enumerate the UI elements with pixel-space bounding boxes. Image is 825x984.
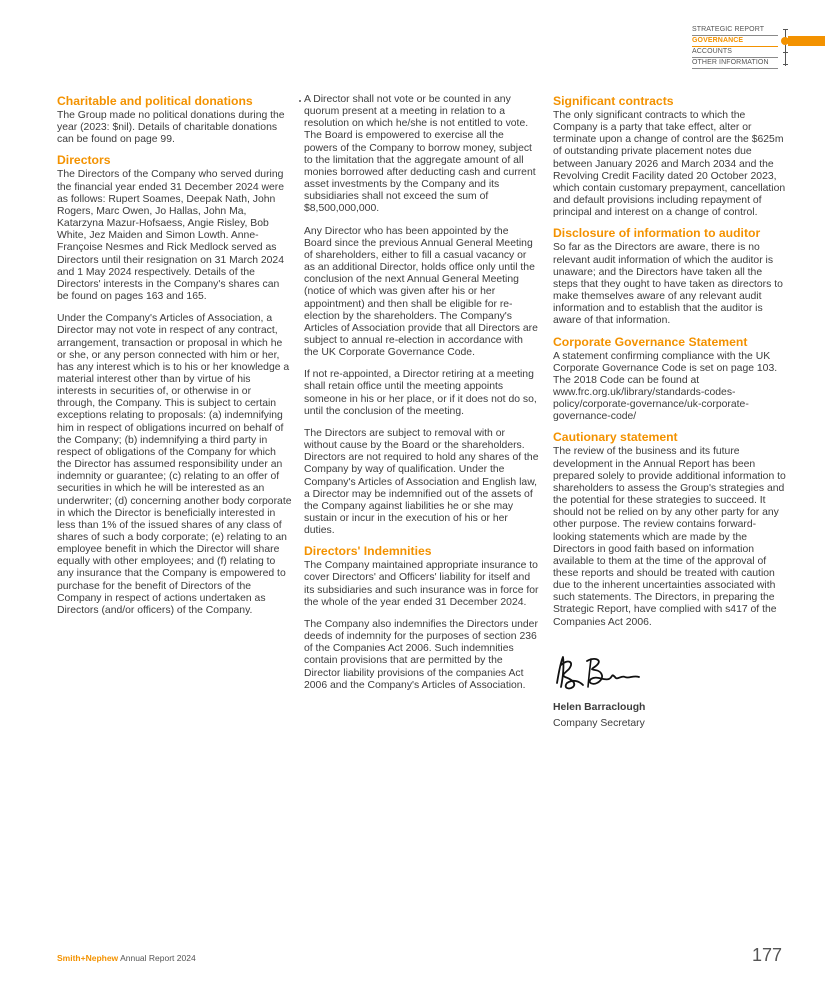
nav-strategic-report[interactable]: STRATEGIC REPORT bbox=[692, 25, 778, 36]
nav-accounts[interactable]: ACCOUNTS bbox=[692, 47, 778, 58]
footer-brand: Smith+Nephew bbox=[57, 953, 119, 963]
nav-tick bbox=[783, 29, 788, 30]
column-right bbox=[553, 94, 788, 730]
significant-contracts-heading: Significant contracts bbox=[553, 94, 674, 108]
governance-statement-text: A statement confirming compliance with the UK Corporate Governance Code is set on page 103. The 2018 Code can be found at www.frc.org.uk/library/standards-codes-policy/corporate-governance/uk-corporate-governance-code/ bbox=[553, 350, 778, 423]
page-number: 177 bbox=[752, 945, 783, 965]
voting-borrowing-paragraph: A Director shall not vote or be counted in any quorum present at a meeting in relation to a resolution on which he/she is not entitled to vote. The Board is empowered to exercise all the powers of the Company to borrow money, subject to the limitation that the aggregate amount of all monies borrowed after deducting cash and current asset investments by the Company and its subsidiaries shall not exceed the sum of $8,500,000,000. bbox=[304, 94, 536, 215]
bullet-dot bbox=[299, 100, 301, 102]
indemnities-deeds-paragraph: The Company also indemnifies the Directors under deeds of indemnity for the purposes of section 236 of the Companies Act 2006. Such indemnities contain provisions that are permitted by the Director liability provisions of the companies Act 2006 and the Company's Articles of Association. bbox=[304, 618, 538, 691]
governance-statement-heading: Corporate Governance Statement bbox=[553, 334, 748, 349]
signer-name: Helen Barraclough bbox=[553, 701, 646, 713]
nav-other-information[interactable]: OTHER INFORMATION bbox=[692, 58, 778, 69]
signature-icon bbox=[553, 653, 645, 695]
signer-role: Company Secretary bbox=[553, 717, 645, 729]
significant-contracts-text: The only significant contracts to which the Company is a party that take effect, alter or terminate upon a change of control are the $625m of outstanding private placement notes due between January 2026 and March 2034 and the Revolving Credit Facility dated 20 October 2023, which contain customary prepayment, cancellation and default provisions including repayment of principal and interest on a change of control. bbox=[553, 110, 786, 219]
cautionary-statement-text: The review of the business and its future development in the Annual Report has been prepared solely to provide additional information to shareholders to assess the Group's strategies and the potential for these strategies to succeed. It should not be relied on by any other party for any other purpose. The review contains forward-looking statements which are made by the Directors in good faith based on information available to them at the time of the approval of these reports and should be treated with caution due to the inherent uncertainties associated with such statements. The Directors, in preparing the Strategic Report, have complied with s417 of the Companies Act 2006. bbox=[553, 446, 786, 628]
articles-paragraph: Under the Company's Articles of Association, a Director may not vote in respect of any contract, arrangement, transaction or proposal in which he or she, or any person connected with him or her, has any interest which is to his or her knowledge a material interest other than by virtue of his interests in securities of, or otherwise in or through, the Company. This is subject to certain exceptions relating to proposals: (a) indemnifying him in respect of obligations incurred on behalf of the Company; (b) indemnifying a third party in respect of obligations of the Company for which the Director has assumed responsibility under an indemnity or guarantee; (c) relating to an offer of securities in which he will be interested as an underwriter; (d) concerning another body corporate in which the Director is beneficially interested in less than 1% of the issued shares of any class of shares of such a body corporate; (e) relating to an employee benefit in which the Director will share equally with other employees; and (f) relating to any insurance that the Company is empowered to purchase for the benefit of Directors of the Company in respect of actions undertaken as Directors (and/or officers) of the Company. bbox=[57, 313, 292, 616]
appointment-paragraph: Any Director who has been appointed by the Board since the previous Annual General Meeting of shareholders, either to fill a casual vacancy or as an additional Director, holds office only until the conclusion of the next Annual General Meeting (notice of which was given after his or her appointment) and then shall be eligible for re-election by the shareholders. The Company's Articles of Association provide that all Directors are subject to annual re-election in accordance with the UK Corporate Governance Code. bbox=[304, 225, 538, 359]
charitable-donations-text: The Group made no political donations during the year (2023: $nil). Details of charitable donations can be found on page 99. bbox=[57, 110, 285, 146]
reappointment-paragraph: If not re-appointed, a Director retiring at a meeting shall retain office until the meeting appoints someone in his or her place, or if it does not do so, until the conclusion of the meeting. bbox=[304, 369, 537, 417]
column-middle bbox=[304, 94, 539, 702]
auditor-disclosure-heading: Disclosure of information to auditor bbox=[553, 226, 761, 241]
auditor-disclosure-text: So far as the Directors are aware, there is no relevant audit information of which the auditor is unaware; and the Directors have taken all the steps that they ought to have taken as directors to make themselves aware of any relevant audit information and to establish that the auditor is aware of that information. bbox=[553, 242, 783, 327]
nav-tick bbox=[783, 64, 788, 65]
directors-heading: Directors bbox=[57, 153, 111, 168]
charitable-donations-heading: Charitable and political donations bbox=[57, 94, 253, 108]
indemnities-heading: Directors' Indemnities bbox=[304, 544, 432, 559]
removal-paragraph: The Directors are subject to removal with or without cause by the Board or the shareholders. Directors are not required to hold any shares of the Company by way of qualification. Under the Company's Articles of Association and English law, a Director may be indemnified out of the assets of the Company against liabilities he or she may sustain or incur in the execution of his or her duties. bbox=[304, 427, 539, 537]
footer-report-name: Annual Report 2024 bbox=[120, 953, 196, 963]
column-left bbox=[57, 94, 292, 627]
directors-paragraph: The Directors of the Company who served during the financial year ended 31 December 2024 were as follows: Rupert Soames, Deepak Nath, John Rogers, Marc Owen, Jo Hallas, John Ma, Katarzyna Mazur-Hofsaess, Angie Risley, Bob White, Jez Maiden and Simon Lowth. Anne-Françoise Nesmes and Rick Medlock served as Directors until their resignation on 31 March 2024 and 1 May 2024 respectively. Details of the Directors' interests in the Company's shares can be found on pages 163 and 165. bbox=[57, 169, 285, 303]
section-navigator bbox=[692, 25, 778, 69]
signature-block bbox=[553, 653, 788, 730]
indemnities-insurance-paragraph: The Company maintained appropriate insurance to cover Directors' and Officers' liability for itself and its subsidiaries and such insurance was in force for the whole of the year ended 31 December 2024. bbox=[304, 560, 539, 608]
nav-active-marker-icon bbox=[781, 37, 789, 45]
footer-report-title bbox=[57, 953, 196, 963]
nav-active-tab bbox=[788, 36, 825, 46]
nav-rail bbox=[785, 29, 786, 66]
nav-tick bbox=[783, 52, 788, 53]
nav-governance[interactable]: GOVERNANCE bbox=[692, 36, 778, 47]
cautionary-statement-heading: Cautionary statement bbox=[553, 430, 678, 445]
